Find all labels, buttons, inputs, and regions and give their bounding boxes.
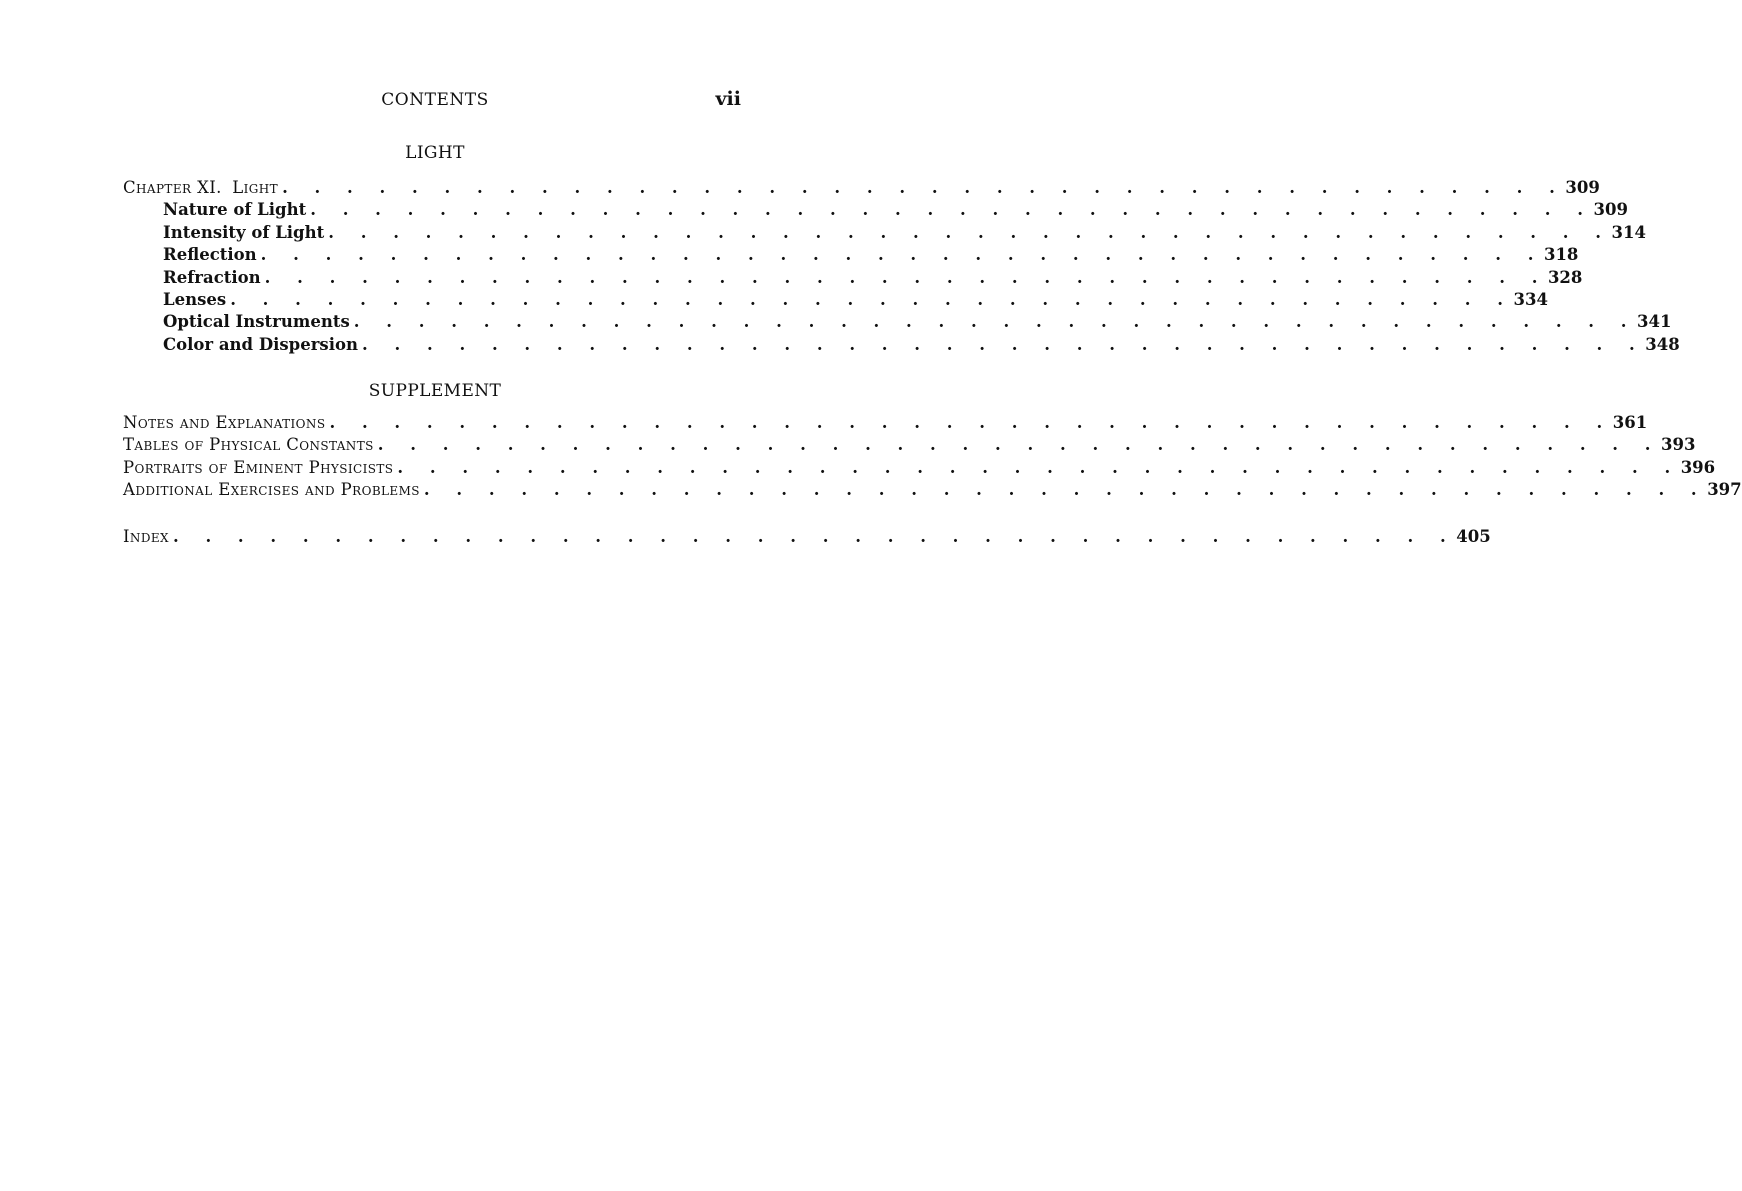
dot-leader: . . . . . . . . . . . . . . . . . . . . . . . . . . . . . . . . . . . . . . . . [329,413,1613,432]
toc-entry-row [123,311,1672,333]
toc-page-number: 318 [1543,245,1579,265]
dot-leader: . . . . . . . . . . . . . . . . . . . . . . . . . . . . . . . . . . . . . . . . [361,334,1646,354]
toc-index-title: Index [123,527,169,546]
toc-entry-title: Refraction [163,267,261,287]
toc-entry-title: Lenses [163,289,227,309]
dot-leader: . . . . . . . . . . . . . . . . . . . . . . . . . . . . . . . . . . . . . . . . [353,312,1638,332]
dot-leader: . . . . . . . . . . . . . . . . . . . . . . . . . . . . . . . . . . . . . . . . [260,245,1544,265]
toc-entry-row [123,289,1548,311]
toc-supplement-section [123,412,1742,502]
dot-leader: . . . . . . . . . . . . . . . . . . . . . . . . . . . . . . . . . . . . . . . . [423,480,1708,500]
toc-light-section [123,177,1680,356]
dot-leader: . . . . . . . . . . . . . . . . . . . . . . . . . . . . . . . . . . . . . . . . [230,289,1514,309]
toc-page-number: 348 [1645,334,1680,354]
toc-page-number: 405 [1456,527,1491,546]
toc-entry-title: Intensity of Light [163,222,325,242]
toc-page-number: 328 [1547,267,1583,287]
toc-entry-row [123,412,1648,434]
toc-page-number: 341 [1637,312,1672,332]
toc-entry-title: Portraits of Eminent Physicists [123,457,394,477]
toc-index-section [123,526,1491,548]
toc-page-number: 334 [1513,289,1548,309]
chapter-title: Light [232,178,279,197]
toc-page-number: 396 [1680,457,1716,477]
toc-page-number: 309 [1593,200,1628,220]
toc-page-number: 314 [1611,222,1646,242]
page-number-roman: vii [715,88,741,110]
page-header [0,88,840,116]
toc-page-number: 393 [1661,435,1696,455]
toc-entry-title: Nature of Light [163,200,307,220]
toc-entry-title: Tables of Physical Constants [123,435,374,455]
dot-leader: . . . . . . . . . . . . . . . . . . . . . . . . . . . . . . . . . . . . . . . . [377,435,1662,455]
toc-entry-title: Color and Dispersion [163,334,358,354]
section-heading-light: LIGHT [405,143,465,163]
toc-entry-title: Optical Instruments [163,312,350,332]
toc-entry-row [123,222,1646,244]
chapter-label: Chapter XI. [123,178,222,197]
dot-leader: . . . . . . . . . . . . . . . . . . . . . . . . . . . . . . . . . . . . . . . . [282,178,1566,197]
toc-entry-row [123,479,1742,501]
toc-page-number: 309 [1565,178,1600,197]
toc-entry-title: Additional Exercises and Problems [123,480,420,500]
toc-page-number: 397 [1707,480,1742,500]
toc-entry-row [123,199,1628,221]
dot-leader: . . . . . . . . . . . . . . . . . . . . . . . . . . . . . . . . . . . . . . . . [264,267,1548,287]
toc-entry-title: Notes and Explanations [123,413,326,432]
toc-entry-row [123,244,1579,266]
dot-leader: . . . . . . . . . . . . . . . . . . . . . . . . . . . . . . . . . . . . . . . . [328,222,1612,242]
dot-leader: . . . . . . . . . . . . . . . . . . . . . . . . . . . . . . . . . . . . . . . . [310,200,1594,220]
toc-chapter-title [123,177,282,199]
toc-page-number: 361 [1612,413,1648,432]
toc-entry-title: Reflection [163,245,257,265]
toc-index-row [123,526,1491,548]
toc-entry-row [123,334,1680,356]
section-heading-supplement: SUPPLEMENT [368,381,502,401]
toc-chapter-row [123,177,1600,199]
toc-entry-row [123,434,1696,456]
dot-leader: . . . . . . . . . . . . . . . . . . . . . . . . . . . . . . . . . . . . . . . . [172,527,1457,546]
dot-leader: . . . . . . . . . . . . . . . . . . . . . . . . . . . . . . . . . . . . . . . . [397,457,1681,477]
running-title: CONTENTS [381,90,489,110]
toc-entry-row [123,457,1716,479]
toc-entry-row [123,267,1583,289]
